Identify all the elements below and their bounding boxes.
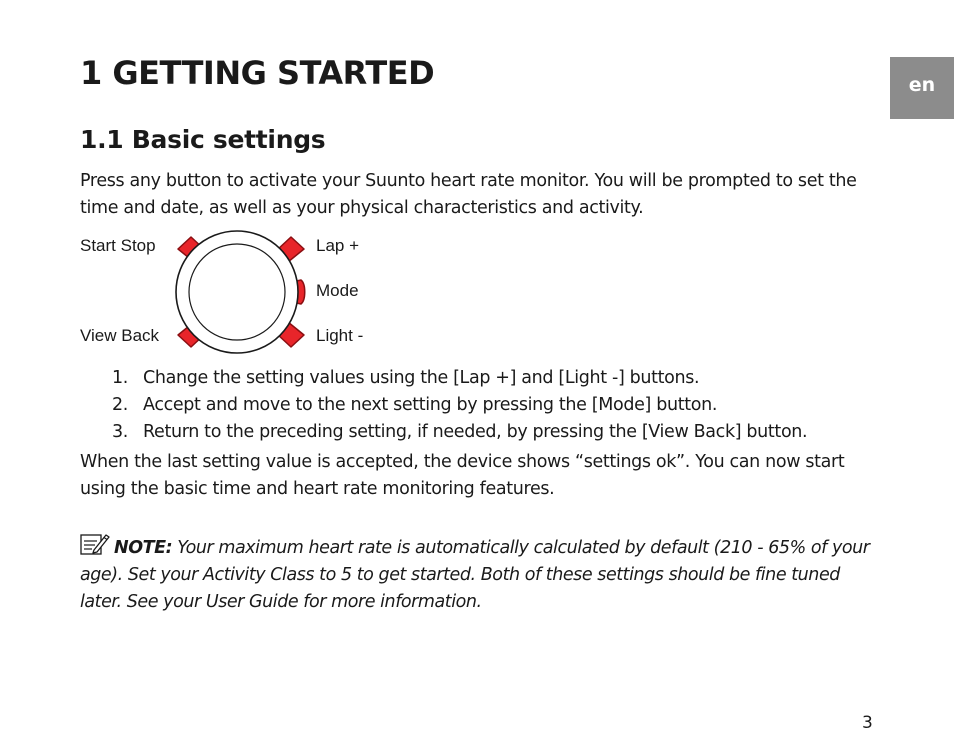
mode-label: Mode [316,281,359,300]
note-block [80,532,880,616]
note-pencil-icon [80,532,110,556]
language-tab-label: en [908,74,936,96]
start-stop-label: Start Stop [80,236,156,255]
step-text: Return to the preceding setting, if needed, by pressing the [View Back] button. [143,422,808,442]
step-text: Accept and move to the next setting by pressing the [Mode] button. [143,395,718,415]
note-text: Your maximum heart rate is automatically calculated by default (210 - 65% of your age). Set your Activity Class to 5 to get started. Both of these settings should be fine tuned later. See your User Guide for more information. [80,538,870,612]
page-number: 3 [862,713,873,733]
step-number: 3. [112,422,128,442]
step-number: 1. [112,368,128,388]
view-back-label: View Back [80,326,160,345]
light-minus-label: Light - [316,326,364,345]
chapter-title: 1 GETTING STARTED [80,54,435,92]
section-title: 1.1 Basic settings [80,125,326,154]
note-label: NOTE: [114,538,173,558]
intro-paragraph: Press any button to activate your Suunto heart rate monitor. You will be prompted to set the time and date, as well as your physical characteristics and activity. [80,171,857,218]
list-item [80,392,900,419]
lap-plus-label: Lap + [316,236,360,255]
list-item [80,365,900,392]
language-tab [890,57,954,119]
step-number: 2. [112,395,128,415]
watch-face [189,244,285,340]
watch-buttons-diagram [60,222,420,362]
list-item [80,419,900,446]
step-text: Change the setting values using the [Lap +] and [Light -] buttons. [143,368,700,388]
steps-list [80,365,900,446]
completion-paragraph: When the last setting value is accepted, the device shows “settings ok”. You can now start using the basic time and heart rate monitoring features. [80,452,845,499]
